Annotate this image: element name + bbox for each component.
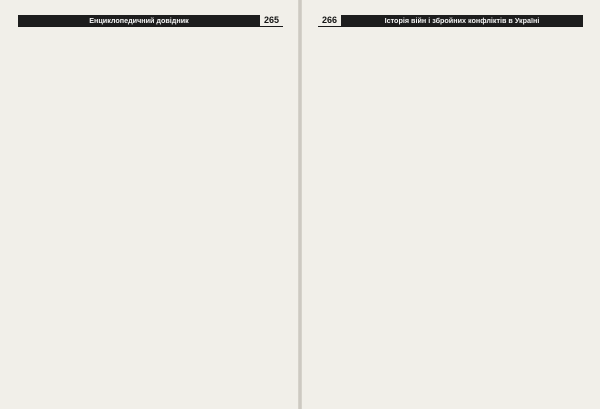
right-header-title: Історія війн і збройних конфліктів в Україні (341, 15, 583, 26)
left-running-header (18, 14, 283, 27)
right-running-header (318, 14, 583, 27)
right-page-number: 266 (322, 15, 338, 25)
left-page (0, 0, 299, 409)
right-page (301, 0, 600, 409)
right-text-area (318, 36, 583, 399)
left-header-title: Енциклопедичний довідник (18, 15, 260, 26)
left-text-area (18, 36, 283, 399)
left-page-number: 265 (263, 15, 279, 25)
